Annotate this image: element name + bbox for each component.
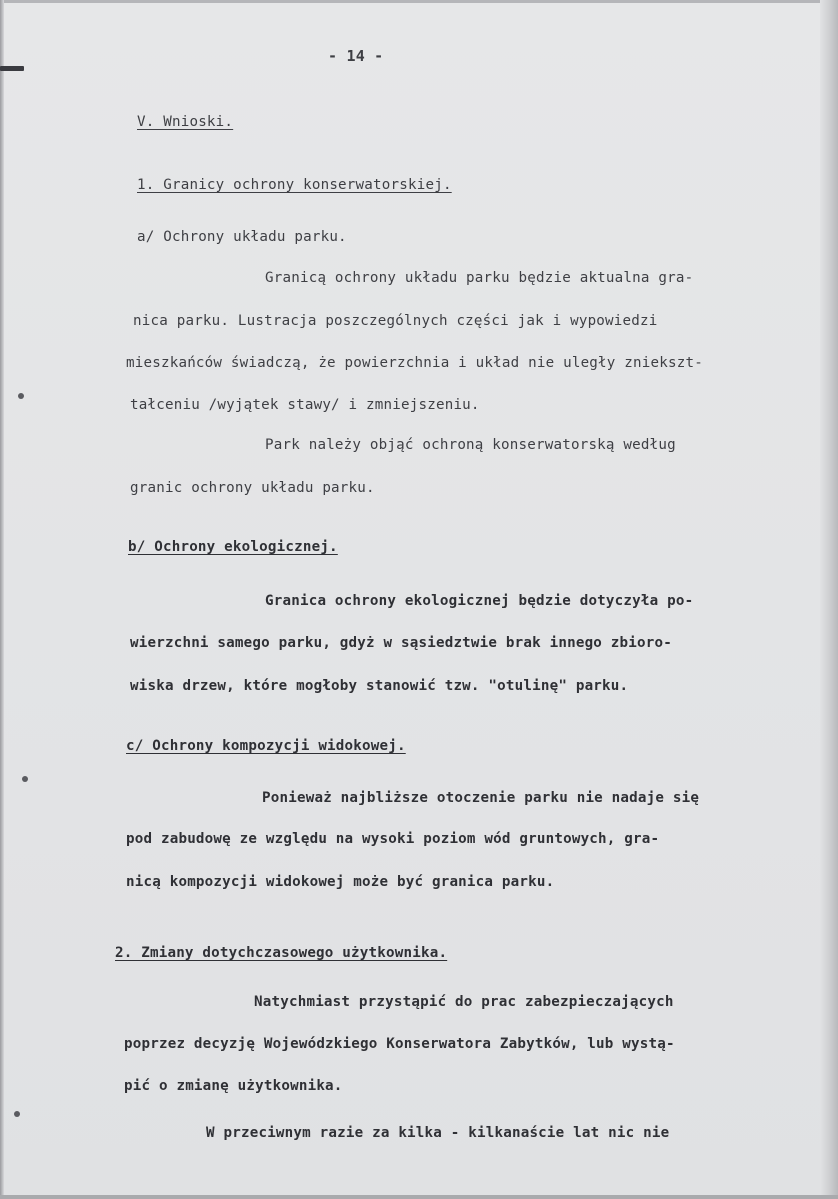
punch-hole xyxy=(14,1111,20,1117)
paragraph-line: wierzchni samego parku, gdyż w sąsiedztwie brak innego zbioro- xyxy=(130,635,672,651)
paragraph-line: granic ochrony układu parku. xyxy=(130,480,375,496)
point-a-title: a/ Ochrony układu parku. xyxy=(137,229,347,245)
paragraph-line: Granica ochrony ekologicznej będzie dotyczyła po- xyxy=(265,593,694,609)
punch-hole xyxy=(22,776,28,782)
paragraph-line: wiska drzew, które mogłoby stanowić tzw. "otulinę" parku. xyxy=(130,678,629,694)
subsection-1-title: 1. Granicy ochrony konserwatorskiej. xyxy=(137,177,452,193)
punch-hole xyxy=(18,393,24,399)
paragraph-line: Ponieważ najbliższe otoczenie parku nie nadaje się xyxy=(262,790,700,806)
paragraph-line: tałceniu /wyjątek stawy/ i zmniejszeniu. xyxy=(130,397,480,413)
page-bottom-edge xyxy=(0,1195,838,1199)
subsection-2-title: 2. Zmiany dotychczasowego użytkownika. xyxy=(115,945,448,961)
paragraph-line: mieszkańców świadczą, że powierzchnia i układ nie uległy zniekszt- xyxy=(126,355,703,371)
page-top-edge xyxy=(0,0,838,3)
page-left-edge xyxy=(0,0,4,1199)
paragraph-line: W przeciwnym razie za kilka - kilkanaście lat nic nie xyxy=(206,1125,670,1141)
point-b-title: b/ Ochrony ekologicznej. xyxy=(128,539,338,555)
paragraph-line: pić o zmianę użytkownika. xyxy=(124,1078,343,1094)
page-number: - 14 - xyxy=(328,47,384,65)
paragraph-line: Park należy objąć ochroną konserwatorską według xyxy=(265,437,676,453)
point-c-title: c/ Ochrony kompozycji widokowej. xyxy=(126,738,406,754)
paragraph-line: nica parku. Lustracja poszczególnych części jak i wypowiedzi xyxy=(133,313,658,329)
paragraph-line: nicą kompozycji widokowej może być granica parku. xyxy=(126,874,555,890)
binding-mark xyxy=(0,66,24,71)
paragraph-line: Natychmiast przystąpić do prac zabezpieczających xyxy=(254,994,674,1010)
paragraph-line: poprzez decyzję Wojewódzkiego Konserwatora Zabytków, lub wystą- xyxy=(124,1036,675,1052)
paragraph-line: pod zabudowę ze względu na wysoki poziom wód gruntowych, gra- xyxy=(126,831,660,847)
page-right-edge xyxy=(820,0,838,1199)
section-heading: V. Wnioski. xyxy=(137,114,234,130)
paragraph-line: Granicą ochrony układu parku będzie aktualna gra- xyxy=(265,270,694,286)
